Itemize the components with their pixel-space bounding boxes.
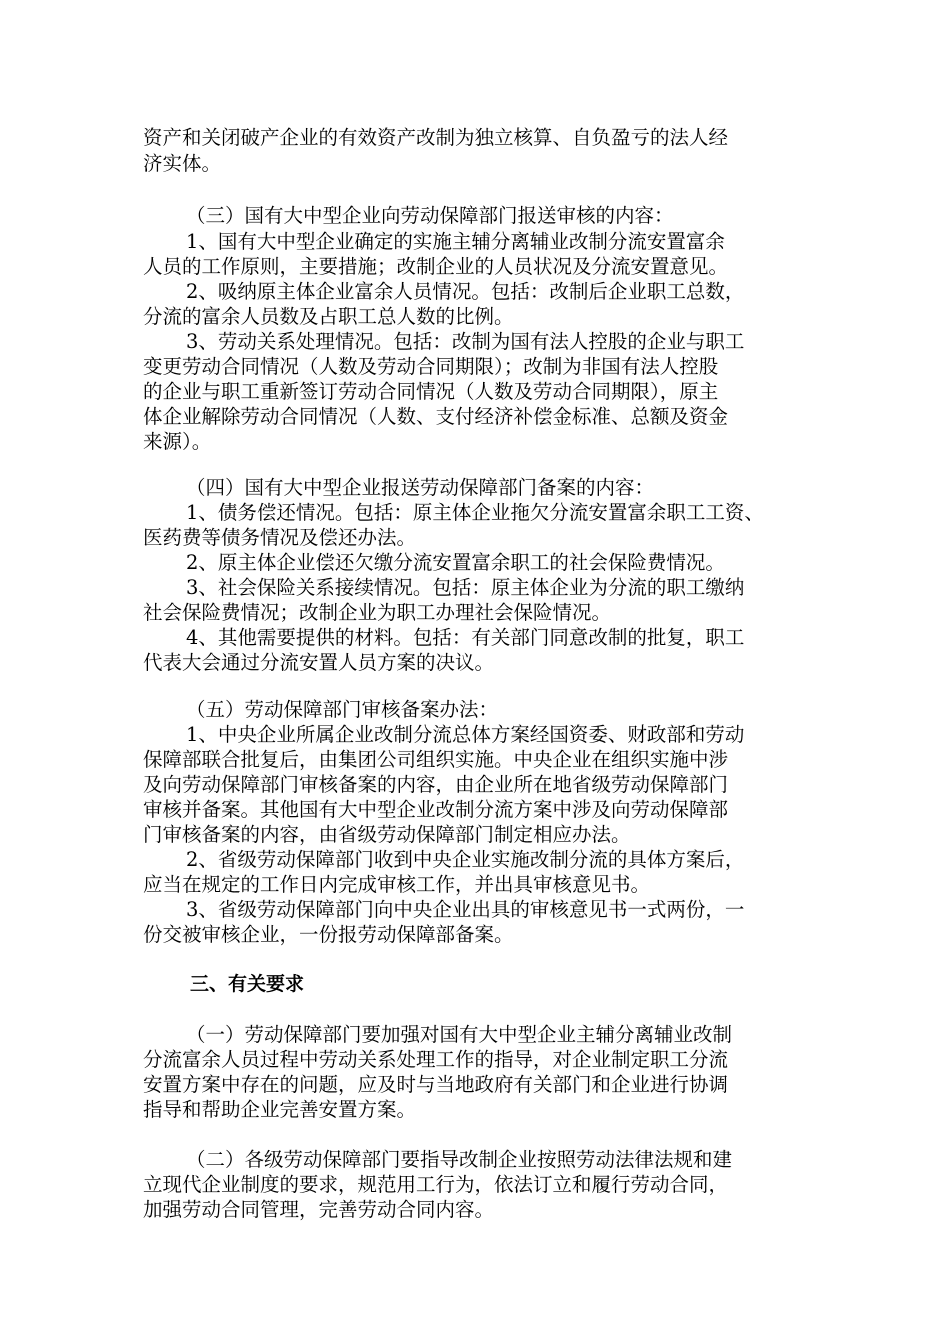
body-text-line: 分流富余人员过程中劳动关系处理工作的指导，对企业制定职工分流	[143, 1048, 729, 1071]
body-text-line: 资产和关闭破产企业的有效资产改制为独立核算、自负盈亏的法人经	[143, 126, 729, 149]
body-text-line: 份交被审核企业，一份报劳动保障部备案。	[143, 923, 514, 946]
body-text-line: 3、社会保险关系接续情况。包括：原主体企业为分流的职工缴纳	[186, 576, 745, 599]
body-text-line: 4、其他需要提供的材料。包括：有关部门同意改制的批复，职工	[186, 626, 745, 649]
body-text-line: 立现代企业制度的要求，规范用工行为，依法订立和履行劳动合同，	[143, 1173, 729, 1196]
body-text-line: 保障部联合批复后，由集团公司组织实施。中央企业在组织实施中涉	[143, 748, 729, 771]
body-text-line: 审核并备案。其他国有大中型企业改制分流方案中涉及向劳动保障部	[143, 798, 729, 821]
body-text-line: （一）劳动保障部门要加强对国有大中型企业主辅分离辅业改制	[186, 1023, 733, 1046]
body-text-line: 3、劳动关系处理情况。包括：改制为国有法人控股的企业与职工	[186, 330, 745, 353]
chapter-heading: 三、有关要求	[190, 973, 305, 995]
section-heading: （五）劳动保障部门审核备案办法：	[186, 698, 499, 721]
body-text-line: 来源）。	[143, 430, 212, 453]
body-text-line: 2、原主体企业偿还欠缴分流安置富余职工的社会保险费情况。	[186, 551, 725, 574]
body-text-line: 体企业解除劳动合同情况（人数、支付经济补偿金标准、总额及资金	[143, 405, 729, 428]
section-heading: （三）国有大中型企业向劳动保障部门报送审核的内容：	[186, 204, 674, 227]
body-text-line: 2、吸纳原主体企业富余人员情况。包括：改制后企业职工总数，	[186, 280, 745, 303]
body-text-line: 2、省级劳动保障部门收到中央企业实施改制分流的具体方案后，	[186, 848, 745, 871]
body-text-line: 及向劳动保障部门审核备案的内容，由企业所在地省级劳动保障部门	[143, 773, 729, 796]
body-text-line: 代表大会通过分流安置人员方案的决议。	[143, 651, 495, 674]
body-text-line: 社会保险费情况；改制企业为职工办理社会保险情况。	[143, 601, 612, 624]
body-text-line: 门审核备案的内容，由省级劳动保障部门制定相应办法。	[143, 823, 631, 846]
body-text-line: 指导和帮助企业完善安置方案。	[143, 1098, 417, 1121]
body-text-line: 变更劳动合同情况（人数及劳动合同期限）；改制为非国有法人控股	[143, 355, 719, 378]
body-text-line: 应当在规定的工作日内完成审核工作，并出具审核意见书。	[143, 873, 651, 896]
body-text-line: （二）各级劳动保障部门要指导改制企业按照劳动法律法规和建	[186, 1148, 733, 1171]
body-text-line: 安置方案中存在的问题，应及时与当地政府有关部门和企业进行协调	[143, 1073, 729, 1096]
body-text-line: 1、中央企业所属企业改制分流总体方案经国资委、财政部和劳动	[186, 723, 745, 746]
body-text-line: 济实体。	[143, 152, 222, 175]
body-text-line: 人员的工作原则，主要措施；改制企业的人员状况及分流安置意见。	[143, 255, 729, 278]
body-text-line: 的企业与职工重新签订劳动合同情况（人数及劳动合同期限），原主	[143, 380, 719, 403]
body-text-line: 医药费等债务情况及偿还办法。	[143, 526, 417, 549]
body-text-line: 分流的富余人员数及占职工总人数的比例。	[143, 305, 514, 328]
body-text-line: 1、国有大中型企业确定的实施主辅分离辅业改制分流安置富余	[186, 230, 725, 253]
body-text-line: 加强劳动合同管理，完善劳动合同内容。	[143, 1198, 495, 1221]
body-text-line: 1、债务偿还情况。包括：原主体企业拖欠分流安置富余职工工资、	[186, 501, 764, 524]
section-heading: （四）国有大中型企业报送劳动保障部门备案的内容：	[186, 476, 655, 499]
body-text-line: 3、省级劳动保障部门向中央企业出具的审核意见书一式两份，一	[186, 898, 745, 921]
